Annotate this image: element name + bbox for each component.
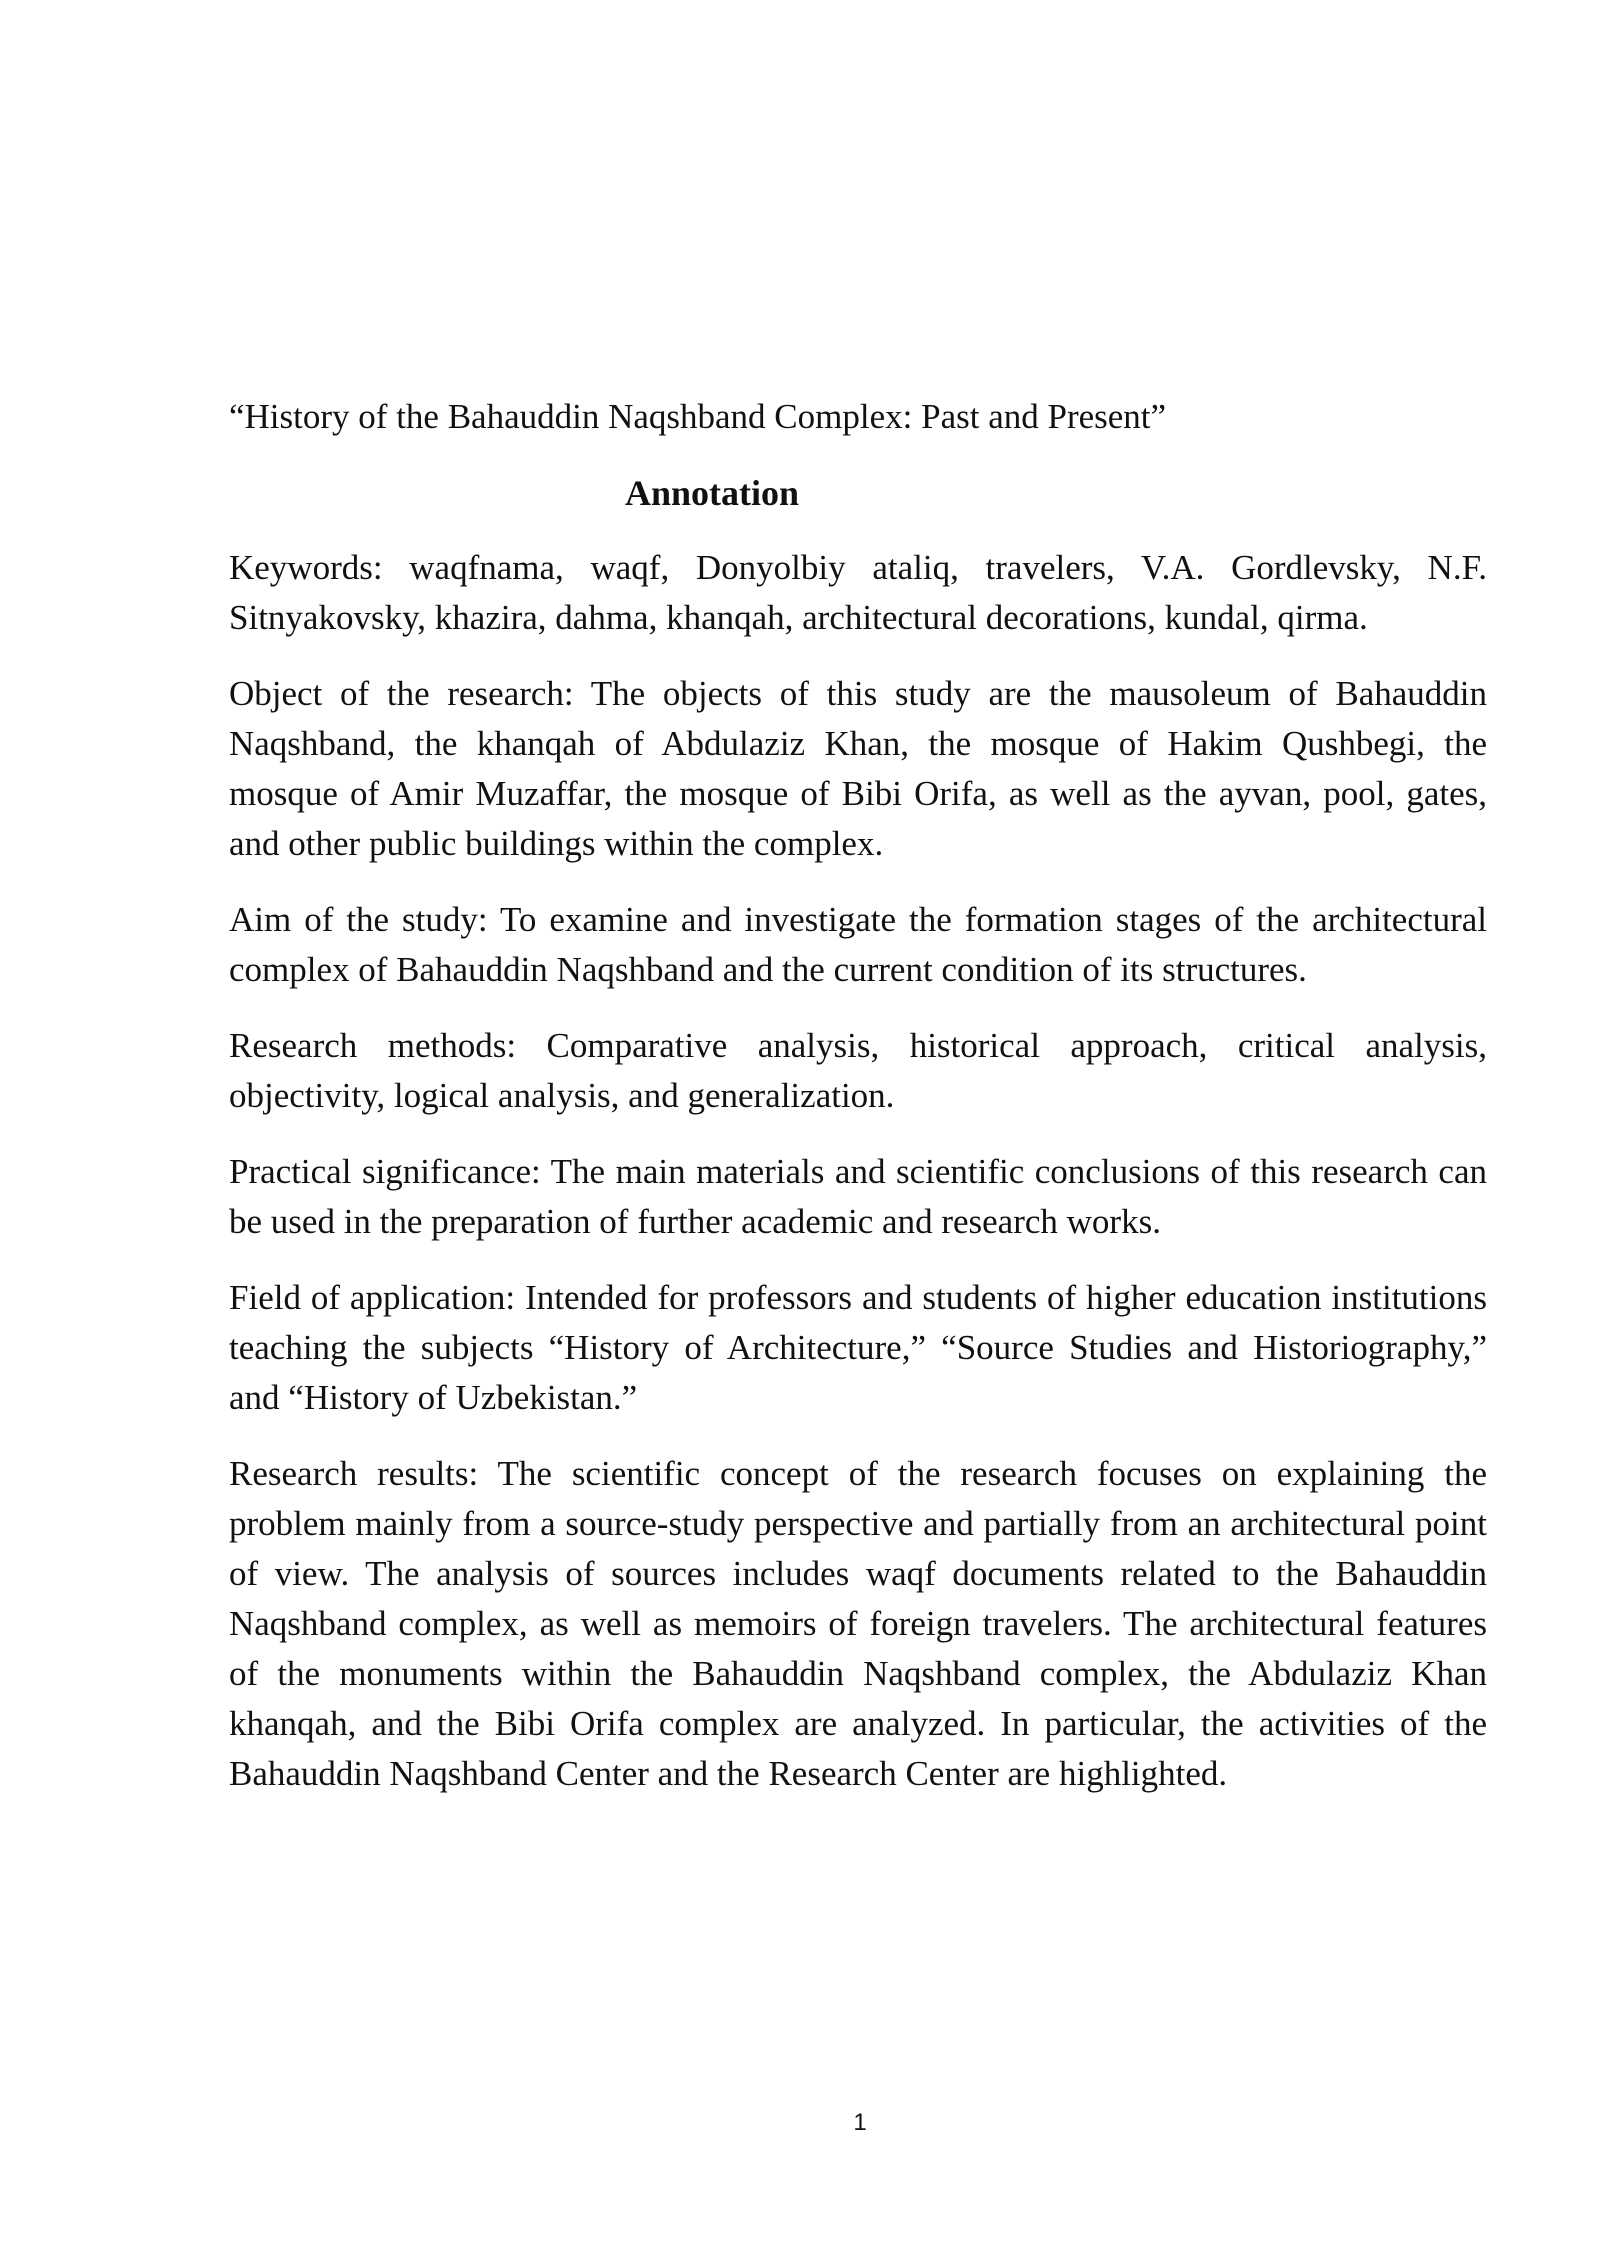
page-number: 1 [853, 2109, 867, 2136]
document-title: “History of the Bahauddin Naqshband Complex: Past and Present” [229, 397, 1167, 436]
keywords-paragraph: Keywords: waqfnama, waqf, Donyolbiy ataliq, travelers, V.A. Gordlevsky, N.F. Sitnyakovsky, khazira, dahma, khanqah, architectural decorations, kundal, qirma. [229, 548, 1487, 637]
field-of-application-paragraph: Field of application: Intended for professors and students of higher education institutions teaching the subjects “History of Architecture,” “Source Studies and Historiography,” and “History of Uzbekistan.” [229, 1278, 1487, 1417]
practical-significance-paragraph: Practical significance: The main materials and scientific conclusions of this research can be used in the preparation of further academic and research works. [229, 1152, 1487, 1241]
section-heading: Annotation [625, 473, 800, 513]
study-aim-paragraph: Aim of the study: To examine and investigate the formation stages of the architectural complex of Bahauddin Naqshband and the current condition of its structures. [229, 900, 1487, 989]
research-methods-paragraph: Research methods: Comparative analysis, historical approach, critical analysis, objectivity, logical analysis, and generalization. [229, 1026, 1487, 1115]
page-content [229, 392, 1487, 1825]
research-results-paragraph: Research results: The scientific concept of the research focuses on explaining the problem mainly from a source-study perspective and partially from an architectural point of view. The analysis of sources includes waqf documents related to the Bahauddin Naqshband complex, as well as memoirs of foreign travelers. The architectural features of the monuments within the Bahauddin Naqshband complex, the Abdulaziz Khan khanqah, and the Bibi Orifa complex are analyzed. In particular, the activities of the Bahauddin Naqshband Center and the Research Center are highlighted. [229, 1454, 1487, 1793]
research-object-paragraph: Object of the research: The objects of this study are the mausoleum of Bahauddin Naqshband, the khanqah of Abdulaziz Khan, the mosque of Hakim Qushbegi, the mosque of Amir Muzaffar, the mosque of Bibi Orifa, as well as the ayvan, pool, gates, and other public buildings within the complex. [229, 674, 1487, 863]
